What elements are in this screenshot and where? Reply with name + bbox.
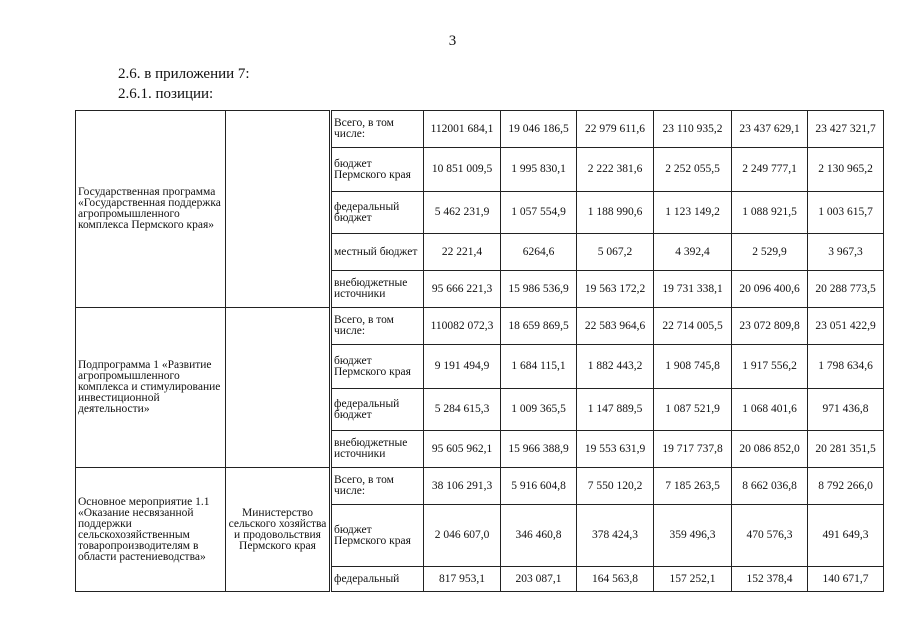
amount-cell: 5 067,2 [577, 234, 654, 271]
amount-cell: 1 088 921,5 [732, 192, 808, 234]
budget-table [75, 110, 884, 592]
amount-cell: 6264,6 [501, 234, 577, 271]
responsible-executor-cell: Министерство сельского хозяйства и продовольствия Пермского края [226, 468, 331, 592]
amount-cell: 1 882 443,2 [577, 345, 654, 389]
amount-cell: 152 378,4 [732, 567, 808, 592]
amount-cell: 18 659 869,5 [501, 308, 577, 345]
page-number: 3 [448, 33, 457, 49]
amount-cell: 140 671,7 [808, 567, 884, 592]
amount-cell: 7 550 120,2 [577, 468, 654, 505]
amount-cell: 2 046 607,0 [424, 505, 501, 567]
amount-cell: 2 249 777,1 [732, 148, 808, 192]
amount-cell: 2 222 381,6 [577, 148, 654, 192]
funding-source-cell: внебюджетные источники [331, 271, 424, 308]
amount-cell: 23 051 422,9 [808, 308, 884, 345]
amount-cell: 5 916 604,8 [501, 468, 577, 505]
amount-cell: 95 605 962,1 [424, 431, 501, 468]
table-body [76, 111, 884, 592]
funding-source-cell: внебюджетные источники [331, 431, 424, 468]
amount-cell: 1 995 830,1 [501, 148, 577, 192]
amount-cell: 20 281 351,5 [808, 431, 884, 468]
amount-cell: 20 288 773,5 [808, 271, 884, 308]
amount-cell: 1 068 401,6 [732, 389, 808, 431]
amount-cell: 491 649,3 [808, 505, 884, 567]
funding-source-cell: бюджет Пермского края [331, 345, 424, 389]
amount-cell: 2 529,9 [732, 234, 808, 271]
amount-cell: 1 684 115,1 [501, 345, 577, 389]
funding-source-cell: федеральный [331, 567, 424, 592]
amount-cell: 1 057 554,9 [501, 192, 577, 234]
amount-cell: 5 462 231,9 [424, 192, 501, 234]
responsible-executor-cell [226, 308, 331, 468]
table-row [76, 468, 884, 505]
amount-cell: 110082 072,3 [424, 308, 501, 345]
amount-cell: 22 714 005,5 [654, 308, 732, 345]
funding-source-cell: Всего, в том числе: [331, 111, 424, 148]
program-name-cell: Государственная программа «Государственная поддержка агропромышленного комплекса Пермского края» [76, 111, 226, 308]
amount-cell: 1 123 149,2 [654, 192, 732, 234]
table-row [76, 111, 884, 148]
amount-cell: 971 436,8 [808, 389, 884, 431]
amount-cell: 2 252 055,5 [654, 148, 732, 192]
amount-cell: 1 147 889,5 [577, 389, 654, 431]
amount-cell: 1 908 745,8 [654, 345, 732, 389]
subsection-heading: 2.6.1. позиции: [118, 86, 214, 102]
amount-cell: 22 583 964,6 [577, 308, 654, 345]
amount-cell: 112001 684,1 [424, 111, 501, 148]
amount-cell: 3 967,3 [808, 234, 884, 271]
amount-cell: 23 072 809,8 [732, 308, 808, 345]
funding-source-cell: Всего, в том числе: [331, 468, 424, 505]
section-heading: 2.6. в приложении 7: [118, 66, 250, 82]
table-row [76, 308, 884, 345]
amount-cell: 23 427 321,7 [808, 111, 884, 148]
amount-cell: 470 576,3 [732, 505, 808, 567]
funding-source-cell: федеральный бюджет [331, 389, 424, 431]
amount-cell: 1 798 634,6 [808, 345, 884, 389]
amount-cell: 7 185 263,5 [654, 468, 732, 505]
amount-cell: 157 252,1 [654, 567, 732, 592]
amount-cell: 19 563 172,2 [577, 271, 654, 308]
amount-cell: 5 284 615,3 [424, 389, 501, 431]
amount-cell: 1 087 521,9 [654, 389, 732, 431]
amount-cell: 1 003 615,7 [808, 192, 884, 234]
amount-cell: 95 666 221,3 [424, 271, 501, 308]
amount-cell: 19 046 186,5 [501, 111, 577, 148]
amount-cell: 817 953,1 [424, 567, 501, 592]
amount-cell: 23 110 935,2 [654, 111, 732, 148]
amount-cell: 1 188 990,6 [577, 192, 654, 234]
amount-cell: 10 851 009,5 [424, 148, 501, 192]
amount-cell: 2 130 965,2 [808, 148, 884, 192]
amount-cell: 4 392,4 [654, 234, 732, 271]
responsible-executor-cell [226, 111, 331, 308]
funding-source-cell: местный бюджет [331, 234, 424, 271]
program-name-cell: Подпрограмма 1 «Развитие агропромышленного комплекса и стимулирование инвестиционной деятельности» [76, 308, 226, 468]
amount-cell: 164 563,8 [577, 567, 654, 592]
amount-cell: 15 986 536,9 [501, 271, 577, 308]
amount-cell: 359 496,3 [654, 505, 732, 567]
amount-cell: 9 191 494,9 [424, 345, 501, 389]
funding-source-cell: бюджет Пермского края [331, 505, 424, 567]
amount-cell: 19 731 338,1 [654, 271, 732, 308]
amount-cell: 20 096 400,6 [732, 271, 808, 308]
amount-cell: 1 009 365,5 [501, 389, 577, 431]
amount-cell: 22 221,4 [424, 234, 501, 271]
funding-source-cell: Всего, в том числе: [331, 308, 424, 345]
funding-source-cell: бюджет Пермского края [331, 148, 424, 192]
amount-cell: 23 437 629,1 [732, 111, 808, 148]
amount-cell: 20 086 852,0 [732, 431, 808, 468]
funding-source-cell: федеральный бюджет [331, 192, 424, 234]
program-name-cell: Основное мероприятие 1.1 «Оказание несвязанной поддержки сельскохозяйственным товаропроизводителям в области растениеводства» [76, 468, 226, 592]
amount-cell: 1 917 556,2 [732, 345, 808, 389]
amount-cell: 19 717 737,8 [654, 431, 732, 468]
amount-cell: 15 966 388,9 [501, 431, 577, 468]
amount-cell: 346 460,8 [501, 505, 577, 567]
amount-cell: 8 792 266,0 [808, 468, 884, 505]
amount-cell: 38 106 291,3 [424, 468, 501, 505]
amount-cell: 378 424,3 [577, 505, 654, 567]
amount-cell: 22 979 611,6 [577, 111, 654, 148]
amount-cell: 203 087,1 [501, 567, 577, 592]
amount-cell: 19 553 631,9 [577, 431, 654, 468]
amount-cell: 8 662 036,8 [732, 468, 808, 505]
